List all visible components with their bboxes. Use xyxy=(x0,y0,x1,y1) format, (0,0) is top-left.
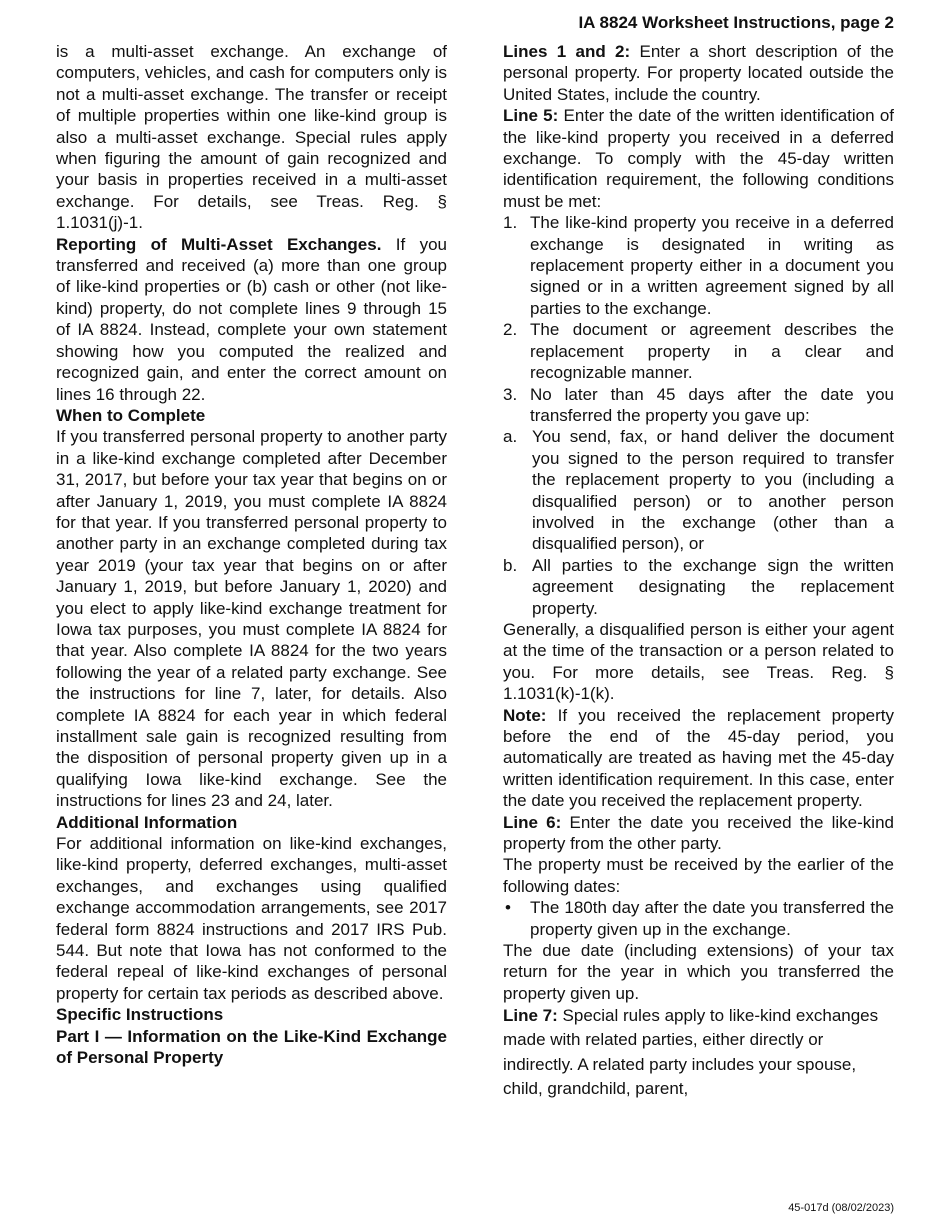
reporting-multi-asset-lead: Reporting of Multi-Asset Exchanges. xyxy=(56,234,382,254)
line-5-lead: Line 5: xyxy=(503,106,559,126)
lines-1-2-lead: Lines 1 and 2: xyxy=(503,42,631,61)
list-item xyxy=(503,555,894,619)
when-to-complete-heading: When to Complete xyxy=(56,405,206,425)
line-5-paragraph xyxy=(503,105,894,212)
due-date-paragraph: The due date (including extensions) of your tax return for the year in which you transferred the property given up. xyxy=(503,941,894,1003)
dates-list xyxy=(503,897,894,940)
list-item-text: No later than 45 days after the date you transferred the property you gave up: xyxy=(530,384,894,425)
conditions-list xyxy=(503,212,894,426)
additional-information-paragraph: For additional information on like-kind exchanges, like-kind property, deferred exchanges, multi-asset exchanges, and exchanges using qualified exchange accommodation arrangements, see 2017 federal form 8824 instructions and 2017 IRS Pub. 544. But note that Iowa has not conformed to the federal repeal of like-kind exchanges of personal property for certain tax periods as described above. xyxy=(56,834,447,1003)
list-item xyxy=(503,384,894,427)
list-marker: b. xyxy=(503,555,518,575)
multi-asset-intro-paragraph: is a multi-asset exchange. An exchange of computers, vehicles, and cash for computers only is not a multi-asset exchange. The transfer or receipt of multiple properties within one like-kind group is also a multi-asset exchange. Special rules apply when figuring the amount of gain recognized and your basis in properties received in a multi-asset exchange. For details, see Treas. Reg. § 1.1031(j)-1. xyxy=(56,42,447,233)
list-item-text: All parties to the exchange sign the written agreement designating the replacement property. xyxy=(532,555,894,618)
lines-1-2-paragraph xyxy=(503,41,894,105)
page-header: IA 8824 Worksheet Instructions, page 2 xyxy=(578,13,894,32)
list-item-text: The like-kind property you receive in a deferred exchange is designated in writing as replacement property either in a document you signed or in a written agreement signed by all parties to the exchange. xyxy=(530,213,894,318)
right-column xyxy=(503,41,894,1101)
list-item xyxy=(503,426,894,554)
line-6-paragraph xyxy=(503,812,894,855)
note-lead: Note: xyxy=(503,705,547,725)
lines-1-2-text: Enter a short description of the personal property. For property located outside the United States, include the country. xyxy=(503,42,894,104)
line-6-text: Enter the date you received the like-kind property from the other party. xyxy=(503,812,894,854)
additional-information-heading: Additional Information xyxy=(56,812,238,832)
list-marker: 2. xyxy=(503,320,518,340)
note-text: If you received the replacement property before the end of the 45-day period, you automatically are treated as having met the 45-day written identification requirement. In this case, enter the date you received the replacement property. xyxy=(503,705,894,811)
line-7-lead: Line 7: xyxy=(503,1006,558,1026)
line-5-text: Enter the date of the written identification of the like-kind property you received in a deferred exchange. To comply with the 45-day written identification requirement, the following conditions must be met: xyxy=(503,106,894,211)
list-item-text: You send, fax, or hand deliver the document you signed to the person required to transfer the replacement property to you (including a disqualified person) or to another person involved in the exchange (other than a disqualified person), or xyxy=(532,427,894,554)
list-marker: 1. xyxy=(503,213,518,233)
specific-instructions-heading: Specific Instructions xyxy=(56,1005,224,1025)
line-7-paragraph xyxy=(503,1004,894,1101)
list-item xyxy=(503,897,894,940)
subconditions-list xyxy=(503,426,894,619)
bullet-icon: • xyxy=(505,898,511,918)
list-marker: a. xyxy=(503,427,518,447)
form-id-footer: 45-017d (08/02/2023) xyxy=(788,1202,894,1214)
list-item-text: The document or agreement describes the replacement property in a clear and recognizable manner. xyxy=(530,320,894,383)
left-column xyxy=(56,41,447,1069)
line-6-lead: Line 6: xyxy=(503,812,562,832)
reporting-multi-asset-paragraph xyxy=(56,234,447,405)
disqualified-person-paragraph: Generally, a disqualified person is either your agent at the time of the transaction or a person related to you. For more details, see Treas. Reg. § 1.1031(k)-1(k). xyxy=(503,619,894,704)
list-item-text: The 180th day after the date you transferred the property given up in the exchange. xyxy=(530,898,894,939)
note-paragraph xyxy=(503,705,894,812)
line-7-text: Special rules apply to like-kind exchanges made with related parties, either directly or indirectly. A related party includes your spouse, child, grandchild, parent, xyxy=(503,1006,879,1098)
reporting-multi-asset-text: If you transferred and received (a) more than one group of like-kind properties or (b) cash or other (not like-kind) property, do not complete lines 9 through 15 of IA 8824. Instead, complete your own statement showing how you computed the realized and recognized gain, and enter the correct amount on lines 16 through 22. xyxy=(56,234,447,404)
list-marker: 3. xyxy=(503,384,518,404)
received-by-paragraph: The property must be received by the earlier of the following dates: xyxy=(503,855,894,896)
when-to-complete-paragraph: If you transferred personal property to another party in a like-kind exchange completed after December 31, 2017, but before your tax year that begins on or after January 1, 2019, you must complete IA 8824 for that year. If you transferred personal property to another party in an exchange completed during tax year 2019 (your tax year that begins on or after January 1, 2019, but before January 1, 2020) and you elect to apply like-kind exchange treatment for Iowa tax purposes, you must complete IA 8824 for that year. Also complete IA 8824 for the two years following the year of a related party exchange. See the instructions for line 7, later, for details. Also complete IA 8824 for each year in which federal installment sale gain is recognized resulting from the disposition of personal property given up in a qualifying Iowa like-kind exchange. See the instructions for lines 23 and 24, later. xyxy=(56,427,447,811)
list-item xyxy=(503,212,894,319)
list-item xyxy=(503,319,894,383)
part-1-heading: Part I — Information on the Like-Kind Exchange of Personal Property xyxy=(56,1026,447,1068)
